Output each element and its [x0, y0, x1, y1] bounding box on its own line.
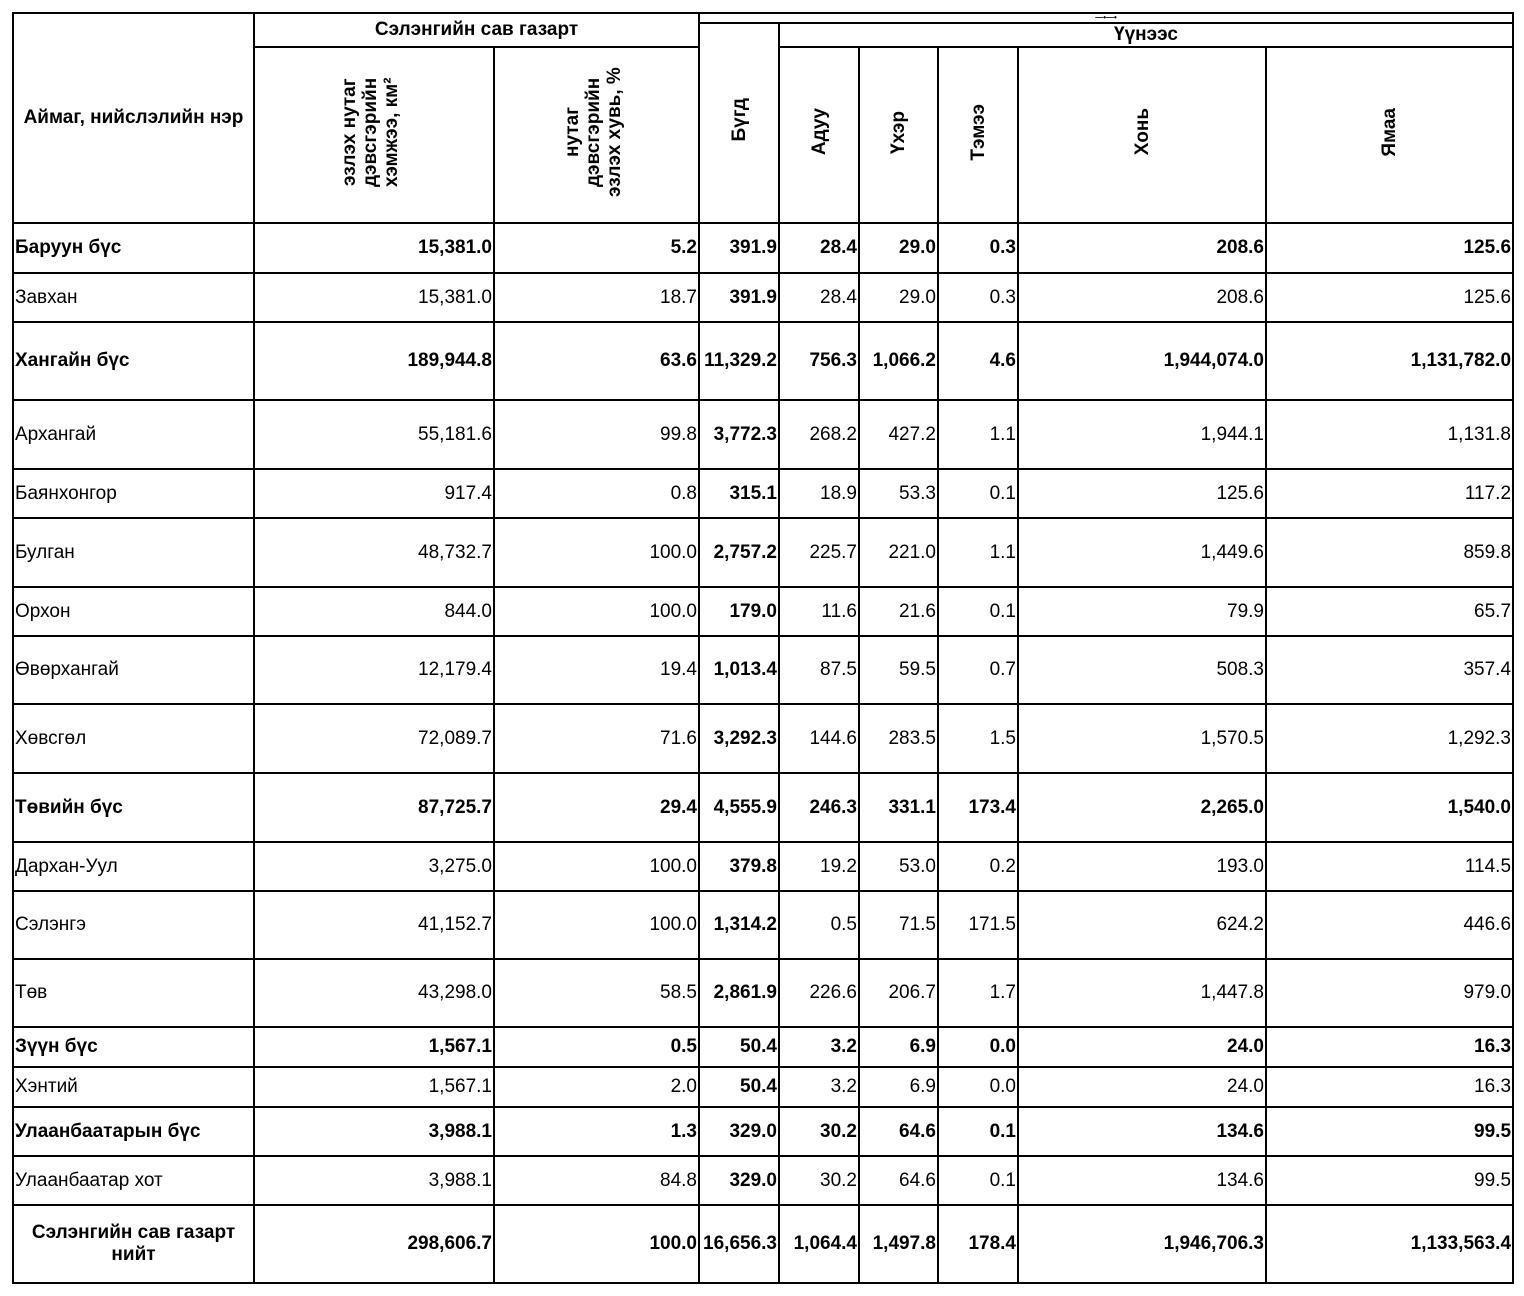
share-cell: 5.2 — [494, 223, 699, 273]
region-name-cell: Дархан-Уул — [13, 842, 254, 891]
cattle-cell: 283.5 — [859, 704, 938, 773]
table-row — [13, 587, 1513, 636]
area-cell: 1,567.1 — [254, 1027, 494, 1067]
cattle-cell: 6.9 — [859, 1027, 938, 1067]
share-cell: 58.5 — [494, 959, 699, 1027]
total-cell: 1,013.4 — [699, 636, 779, 704]
cattle-cell: 1,066.2 — [859, 322, 938, 400]
header-basin-group: Сэлэнгийн сав газарт — [254, 13, 699, 47]
header-share: нутаг дэвсгэрийн эзлэх хувь, % — [494, 47, 699, 223]
region-name-cell: Улаанбаатар хот — [13, 1156, 254, 1205]
total-cell: 329.0 — [699, 1107, 779, 1156]
share-cell: 100.0 — [494, 1205, 699, 1283]
horse-cell: 0.5 — [779, 891, 859, 959]
area-cell: 41,152.7 — [254, 891, 494, 959]
region-name-cell: Зүүн бүс — [13, 1027, 254, 1067]
table-row — [13, 400, 1513, 469]
table-row — [13, 1205, 1513, 1283]
goat-cell: 114.5 — [1266, 842, 1513, 891]
region-name-cell: Сэлэнгэ — [13, 891, 254, 959]
header-region: Аймаг, нийслэлийн нэр — [13, 13, 254, 223]
horse-cell: 268.2 — [779, 400, 859, 469]
area-cell: 43,298.0 — [254, 959, 494, 1027]
sheep-cell: 1,447.8 — [1018, 959, 1266, 1027]
sheep-cell: 24.0 — [1018, 1067, 1266, 1107]
cattle-cell: 29.0 — [859, 223, 938, 273]
cattle-cell: 427.2 — [859, 400, 938, 469]
share-cell: 63.6 — [494, 322, 699, 400]
cattle-cell: 53.3 — [859, 469, 938, 518]
total-cell: 329.0 — [699, 1156, 779, 1205]
region-name-cell: Архангай — [13, 400, 254, 469]
area-cell: 12,179.4 — [254, 636, 494, 704]
goat-cell: 1,133,563.4 — [1266, 1205, 1513, 1283]
region-name-cell: Төв — [13, 959, 254, 1027]
horse-cell: 226.6 — [779, 959, 859, 1027]
table-row — [13, 891, 1513, 959]
area-cell: 87,725.7 — [254, 773, 494, 842]
region-name-cell: Баруун бүс — [13, 223, 254, 273]
table-row — [13, 636, 1513, 704]
horse-cell: 87.5 — [779, 636, 859, 704]
table-row — [13, 322, 1513, 400]
camel-cell: 0.0 — [938, 1067, 1018, 1107]
camel-cell: 0.3 — [938, 223, 1018, 273]
sheep-cell: 1,570.5 — [1018, 704, 1266, 773]
cattle-cell: 71.5 — [859, 891, 938, 959]
region-name-cell: Сэлэнгийн сав газарт нийт — [13, 1205, 254, 1283]
goat-cell: 1,131,782.0 — [1266, 322, 1513, 400]
share-cell: 100.0 — [494, 891, 699, 959]
total-cell: 50.4 — [699, 1067, 779, 1107]
horse-cell: 18.9 — [779, 469, 859, 518]
cattle-cell: 221.0 — [859, 518, 938, 587]
sheep-cell: 1,946,706.3 — [1018, 1205, 1266, 1283]
sheep-cell: 134.6 — [1018, 1107, 1266, 1156]
camel-cell: 178.4 — [938, 1205, 1018, 1283]
goat-cell: 446.6 — [1266, 891, 1513, 959]
total-cell: 315.1 — [699, 469, 779, 518]
cattle-cell: 29.0 — [859, 273, 938, 322]
camel-cell: 0.1 — [938, 1156, 1018, 1205]
area-cell: 15,381.0 — [254, 223, 494, 273]
camel-cell: 0.1 — [938, 1107, 1018, 1156]
share-cell: 84.8 — [494, 1156, 699, 1205]
area-cell: 3,988.1 — [254, 1107, 494, 1156]
sheep-cell: 193.0 — [1018, 842, 1266, 891]
goat-cell: 16.3 — [1266, 1067, 1513, 1107]
header-goat: Ямаа — [1266, 47, 1513, 223]
sheep-cell: 508.3 — [1018, 636, 1266, 704]
table-row — [13, 273, 1513, 322]
camel-cell: 0.2 — [938, 842, 1018, 891]
cattle-cell: 64.6 — [859, 1156, 938, 1205]
area-cell: 844.0 — [254, 587, 494, 636]
region-name-cell: Хангайн бүс — [13, 322, 254, 400]
header-camel: Тэмээ — [938, 47, 1018, 223]
sheep-cell: 208.6 — [1018, 223, 1266, 273]
goat-cell: 125.6 — [1266, 223, 1513, 273]
horse-cell: 28.4 — [779, 223, 859, 273]
region-name-cell: Хэнтий — [13, 1067, 254, 1107]
area-cell: 189,944.8 — [254, 322, 494, 400]
goat-cell: 1,292.3 — [1266, 704, 1513, 773]
sheep-cell: 79.9 — [1018, 587, 1266, 636]
horse-cell: 11.6 — [779, 587, 859, 636]
header-total: Бүгд — [699, 23, 779, 223]
region-name-cell: Төвийн бүс — [13, 773, 254, 842]
camel-cell: 1.1 — [938, 518, 1018, 587]
camel-cell: 173.4 — [938, 773, 1018, 842]
area-cell: 15,381.0 — [254, 273, 494, 322]
camel-cell: 0.1 — [938, 469, 1018, 518]
goat-cell: 99.5 — [1266, 1107, 1513, 1156]
sheep-cell: 1,944.1 — [1018, 400, 1266, 469]
sheep-cell: 208.6 — [1018, 273, 1266, 322]
share-cell: 100.0 — [494, 842, 699, 891]
sheep-cell: 1,944,074.0 — [1018, 322, 1266, 400]
horse-cell: 1,064.4 — [779, 1205, 859, 1283]
cattle-cell: 59.5 — [859, 636, 938, 704]
total-cell: 391.9 — [699, 223, 779, 273]
region-name-cell: Булган — [13, 518, 254, 587]
camel-cell: 1.1 — [938, 400, 1018, 469]
header-livestock-group: Үүнээс — [779, 23, 1513, 47]
region-name-cell: Улаанбаатарын бүс — [13, 1107, 254, 1156]
sheep-cell: 2,265.0 — [1018, 773, 1266, 842]
area-cell: 917.4 — [254, 469, 494, 518]
share-cell: 100.0 — [494, 518, 699, 587]
share-cell: 0.8 — [494, 469, 699, 518]
sheep-cell: 134.6 — [1018, 1156, 1266, 1205]
horse-cell: 225.7 — [779, 518, 859, 587]
goat-cell: 117.2 — [1266, 469, 1513, 518]
table-row — [13, 1067, 1513, 1107]
table-row — [13, 1156, 1513, 1205]
sheep-cell: 624.2 — [1018, 891, 1266, 959]
camel-cell: 0.7 — [938, 636, 1018, 704]
area-cell: 3,275.0 — [254, 842, 494, 891]
horse-cell: 3.2 — [779, 1067, 859, 1107]
total-cell: 16,656.3 — [699, 1205, 779, 1283]
region-name-cell: Завхан — [13, 273, 254, 322]
horse-cell: 28.4 — [779, 273, 859, 322]
goat-cell: 99.5 — [1266, 1156, 1513, 1205]
horse-cell: 144.6 — [779, 704, 859, 773]
share-cell: 29.4 — [494, 773, 699, 842]
camel-cell: 0.0 — [938, 1027, 1018, 1067]
header-area: эзлэх нутаг дэвсгэрийн хэмжээ, км² — [254, 47, 494, 223]
camel-cell: 1.5 — [938, 704, 1018, 773]
cattle-cell: 1,497.8 — [859, 1205, 938, 1283]
sheep-cell: 24.0 — [1018, 1027, 1266, 1067]
region-name-cell: Орхон — [13, 587, 254, 636]
share-cell: 99.8 — [494, 400, 699, 469]
total-cell: 391.9 — [699, 273, 779, 322]
total-cell: 11,329.2 — [699, 322, 779, 400]
sheep-cell: 1,449.6 — [1018, 518, 1266, 587]
share-cell: 71.6 — [494, 704, 699, 773]
area-cell: 3,988.1 — [254, 1156, 494, 1205]
cattle-cell: 6.9 — [859, 1067, 938, 1107]
horse-cell: 3.2 — [779, 1027, 859, 1067]
table-row — [13, 518, 1513, 587]
goat-cell: 979.0 — [1266, 959, 1513, 1027]
total-cell: 2,861.9 — [699, 959, 779, 1027]
region-name-cell: Өвөрхангай — [13, 636, 254, 704]
total-cell: 2,757.2 — [699, 518, 779, 587]
table-row — [13, 1027, 1513, 1067]
goat-cell: 125.6 — [1266, 273, 1513, 322]
total-cell: 1,314.2 — [699, 891, 779, 959]
table-row — [13, 1107, 1513, 1156]
area-cell: 72,089.7 — [254, 704, 494, 773]
cattle-cell: 53.0 — [859, 842, 938, 891]
horse-cell: 30.2 — [779, 1156, 859, 1205]
total-cell: 4,555.9 — [699, 773, 779, 842]
horse-cell: 246.3 — [779, 773, 859, 842]
header-cattle: Үхэр — [859, 47, 938, 223]
share-cell: 1.3 — [494, 1107, 699, 1156]
total-cell: 379.8 — [699, 842, 779, 891]
region-name-cell: Хөвсгөл — [13, 704, 254, 773]
region-name-cell: Баянхонгор — [13, 469, 254, 518]
cattle-cell: 64.6 — [859, 1107, 938, 1156]
share-cell: 19.4 — [494, 636, 699, 704]
table-row — [13, 842, 1513, 891]
table-row — [13, 959, 1513, 1027]
table-row — [13, 223, 1513, 273]
total-cell: 50.4 — [699, 1027, 779, 1067]
goat-cell: 859.8 — [1266, 518, 1513, 587]
total-cell: 179.0 — [699, 587, 779, 636]
goat-cell: 1,131.8 — [1266, 400, 1513, 469]
camel-cell: 4.6 — [938, 322, 1018, 400]
table-row — [13, 469, 1513, 518]
sheep-cell: 125.6 — [1018, 469, 1266, 518]
total-cell: 3,292.3 — [699, 704, 779, 773]
horse-cell: 19.2 — [779, 842, 859, 891]
area-cell: 298,606.7 — [254, 1205, 494, 1283]
table-row — [13, 773, 1513, 842]
header-row-top — [13, 13, 1513, 23]
cattle-cell: 206.7 — [859, 959, 938, 1027]
camel-cell: 0.1 — [938, 587, 1018, 636]
goat-cell: 357.4 — [1266, 636, 1513, 704]
header-top-mark: —•—• — [699, 13, 1513, 23]
goat-cell: 16.3 — [1266, 1027, 1513, 1067]
share-cell: 0.5 — [494, 1027, 699, 1067]
camel-cell: 171.5 — [938, 891, 1018, 959]
goat-cell: 65.7 — [1266, 587, 1513, 636]
goat-cell: 1,540.0 — [1266, 773, 1513, 842]
cattle-cell: 21.6 — [859, 587, 938, 636]
area-cell: 55,181.6 — [254, 400, 494, 469]
table-row — [13, 704, 1513, 773]
area-cell: 48,732.7 — [254, 518, 494, 587]
horse-cell: 756.3 — [779, 322, 859, 400]
total-cell: 3,772.3 — [699, 400, 779, 469]
camel-cell: 0.3 — [938, 273, 1018, 322]
header-sheep: Хонь — [1018, 47, 1266, 223]
camel-cell: 1.7 — [938, 959, 1018, 1027]
area-cell: 1,567.1 — [254, 1067, 494, 1107]
cattle-cell: 331.1 — [859, 773, 938, 842]
header-horse: Адуу — [779, 47, 859, 223]
horse-cell: 30.2 — [779, 1107, 859, 1156]
share-cell: 2.0 — [494, 1067, 699, 1107]
livestock-table — [12, 12, 1514, 1284]
share-cell: 18.7 — [494, 273, 699, 322]
share-cell: 100.0 — [494, 587, 699, 636]
